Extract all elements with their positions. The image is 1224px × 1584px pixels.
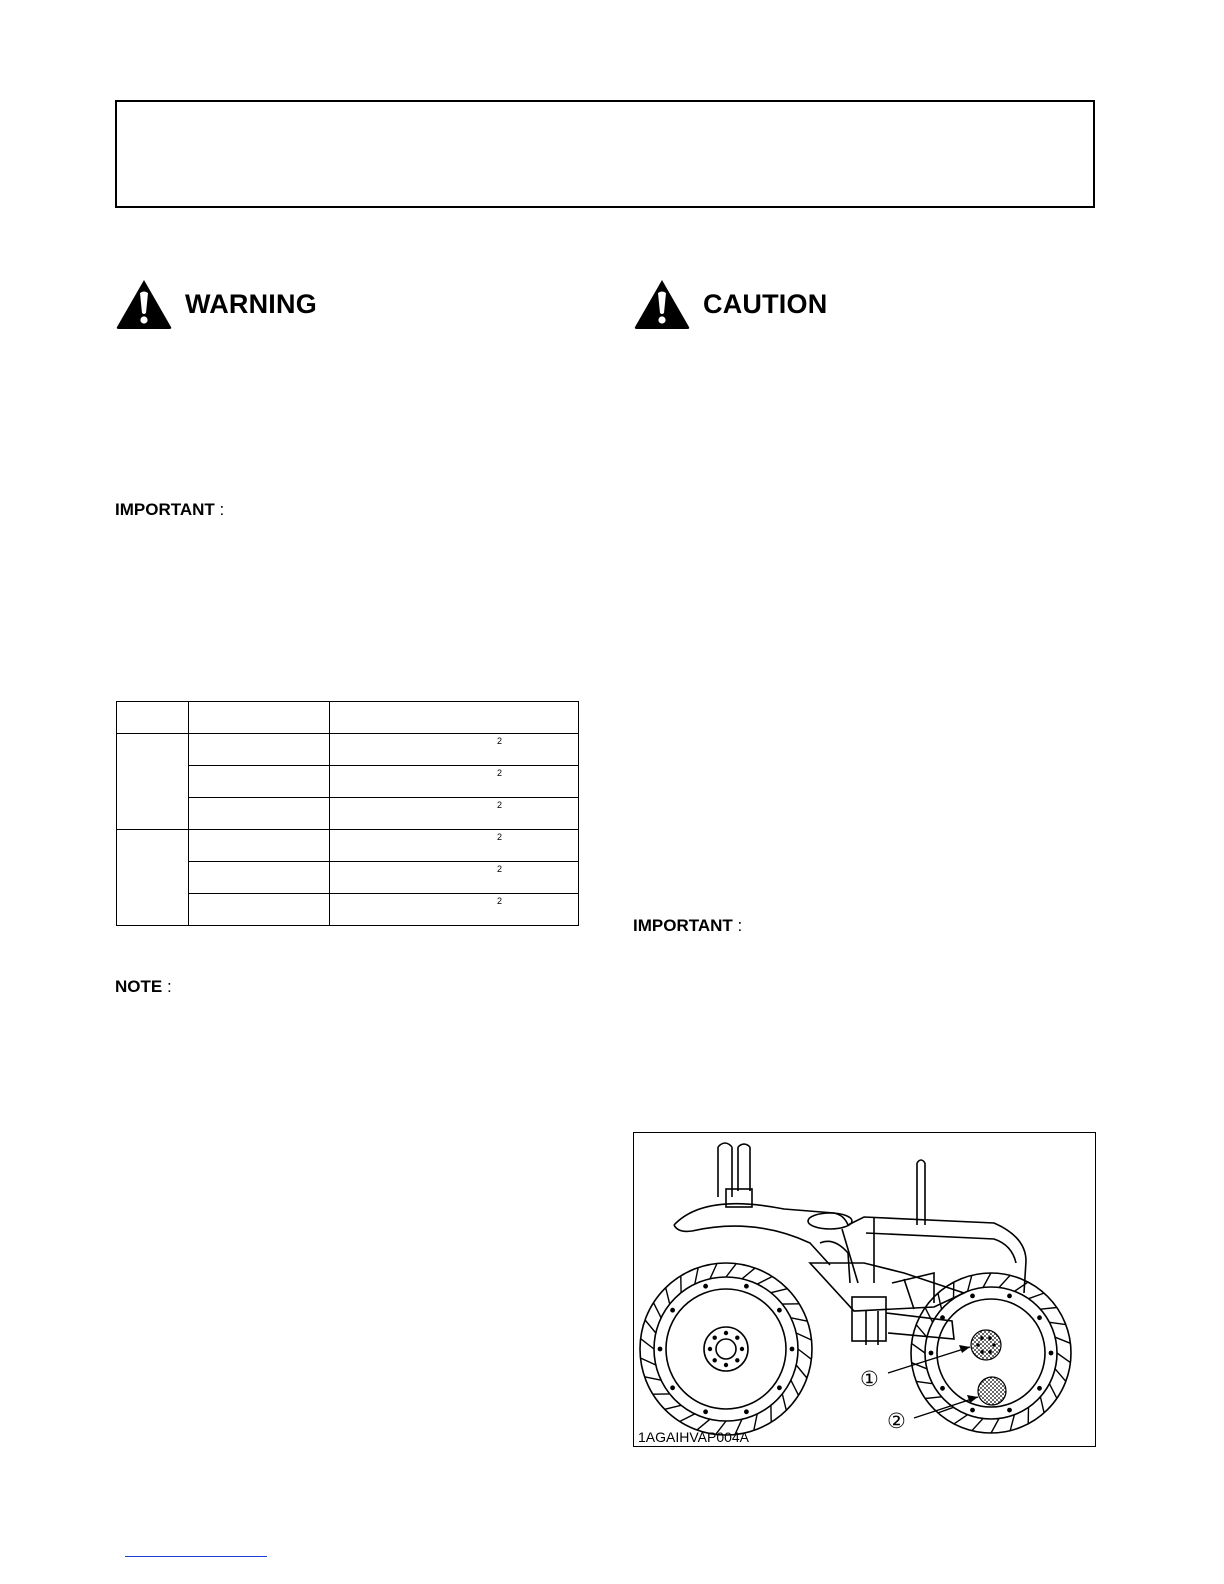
tread-lug	[726, 1264, 736, 1277]
hub-bolt	[1007, 1294, 1012, 1299]
warning-signal	[115, 274, 317, 334]
tread-lug	[972, 1419, 983, 1431]
tread-lug	[1040, 1397, 1044, 1413]
table-cell	[189, 894, 330, 926]
tread-lug	[782, 1394, 786, 1410]
table-cell	[189, 798, 330, 830]
tread-lug	[666, 1288, 670, 1304]
caution-signal	[633, 274, 827, 334]
tread-lug	[796, 1333, 811, 1340]
superscript: 2	[497, 768, 503, 778]
tread-lug	[645, 1320, 656, 1333]
superscript: 2	[497, 832, 503, 842]
superscript: 2	[497, 864, 503, 874]
tread-lug	[1010, 1415, 1014, 1431]
tread-lug	[757, 1277, 772, 1285]
tread-lug	[916, 1381, 932, 1383]
hub-bolt	[1049, 1351, 1054, 1356]
table-cell	[330, 894, 579, 926]
tread-lug	[665, 1405, 681, 1409]
tread-lug	[796, 1365, 807, 1378]
hub-bolt	[777, 1385, 782, 1390]
tread-lug	[991, 1419, 999, 1434]
tread-lug	[1049, 1322, 1065, 1324]
tread-lug	[968, 1275, 972, 1291]
hub-bolt	[713, 1336, 717, 1340]
tread-lug	[680, 1414, 695, 1422]
callout-1: ①	[860, 1368, 879, 1391]
hub-bolt	[940, 1315, 945, 1320]
tread-lug	[754, 1414, 757, 1431]
tread-lug	[1014, 1282, 1028, 1291]
table-row	[117, 734, 579, 766]
tread-lug	[1040, 1308, 1056, 1310]
tread-lug	[925, 1308, 933, 1323]
hub-bolt	[724, 1363, 728, 1367]
tread-lug	[645, 1377, 662, 1380]
table-cell	[330, 734, 579, 766]
table-group-cell	[117, 734, 189, 830]
hub-bolt	[777, 1308, 782, 1313]
tread-lug	[641, 1339, 654, 1349]
hub-bolt	[980, 1350, 984, 1354]
hub-bolt	[658, 1347, 663, 1352]
table-cell	[330, 702, 579, 734]
tread-lug	[1049, 1384, 1057, 1399]
tread-lug	[710, 1264, 717, 1279]
important-left-label: IMPORTANT	[115, 500, 215, 519]
callout-area-2	[978, 1377, 1006, 1405]
warning-triangle-icon	[115, 278, 173, 330]
hub-bolt	[1037, 1386, 1042, 1391]
table-cell	[189, 734, 330, 766]
warning-label: WARNING	[185, 288, 317, 319]
hub-bolt	[970, 1408, 975, 1413]
hub-bolt	[670, 1308, 675, 1313]
hub-bolt	[988, 1350, 992, 1354]
table-cell	[189, 766, 330, 798]
table-header-row	[117, 702, 579, 734]
table-row	[117, 830, 579, 862]
hub-bolt	[929, 1351, 934, 1356]
tractor-figure	[633, 1132, 1096, 1447]
footer-link-underline[interactable]	[125, 1556, 267, 1557]
tread-lug	[925, 1397, 941, 1399]
hub-bolt	[744, 1284, 749, 1289]
hub-bolt	[703, 1409, 708, 1414]
tread-lug	[791, 1318, 808, 1321]
hub-bolt	[1037, 1315, 1042, 1320]
hub-bolt	[744, 1409, 749, 1414]
important-right-label: IMPORTANT	[633, 916, 733, 935]
rear-hub-bolts	[658, 1284, 795, 1414]
header-box	[115, 100, 1095, 208]
tread-lug	[1055, 1369, 1066, 1382]
important-right-colon: :	[737, 916, 743, 935]
warning-triangle-icon	[633, 278, 691, 330]
table-cell	[330, 798, 579, 830]
caution-label: CAUTION	[703, 288, 828, 319]
tread-lug	[1029, 1293, 1045, 1299]
hub-bolt	[735, 1358, 739, 1362]
hub-bolt	[790, 1347, 795, 1352]
tread-lug	[954, 1415, 968, 1424]
note-colon: :	[166, 977, 172, 996]
tread-lug	[983, 1273, 991, 1288]
tread-lug	[742, 1268, 755, 1279]
hub-bolt	[670, 1385, 675, 1390]
hub-bolt	[940, 1386, 945, 1391]
table-cell	[330, 862, 579, 894]
tread-lug	[771, 1289, 787, 1293]
table-cell	[117, 702, 189, 734]
superscript: 2	[497, 736, 503, 746]
table-group-cell	[117, 830, 189, 926]
tread-lug	[912, 1343, 925, 1353]
callout-2: ②	[887, 1410, 906, 1433]
figure-code: 1AGAIHVAP004A	[638, 1429, 750, 1445]
table-cell	[189, 830, 330, 862]
note-heading	[115, 977, 172, 997]
hub-bolt	[988, 1336, 992, 1340]
callout-area-1	[971, 1330, 1001, 1360]
tread-lug	[654, 1303, 662, 1318]
hub-bolt	[1007, 1408, 1012, 1413]
important-left-heading	[115, 500, 224, 520]
table-cell	[189, 862, 330, 894]
hub-bolt	[740, 1347, 744, 1351]
tractor-illustration	[634, 1133, 1096, 1447]
hub-bolt	[708, 1347, 712, 1351]
tread-lug	[999, 1275, 1010, 1287]
important-right-heading	[633, 916, 742, 936]
superscript: 2	[497, 800, 503, 810]
hub-bolt	[735, 1336, 739, 1340]
important-left-colon: :	[219, 500, 225, 519]
tread-lug	[1057, 1353, 1070, 1363]
hub-bolt	[703, 1284, 708, 1289]
hub-bolt	[992, 1343, 996, 1347]
table-cell	[189, 702, 330, 734]
note-label: NOTE	[115, 977, 163, 996]
hub-bolt	[970, 1294, 975, 1299]
hub-bolt	[976, 1343, 980, 1347]
hub-bolt	[980, 1336, 984, 1340]
spec-table	[116, 701, 579, 926]
hub-bolt	[713, 1358, 717, 1362]
tread-lug	[1055, 1337, 1070, 1343]
table-cell	[330, 766, 579, 798]
table-cell	[330, 830, 579, 862]
superscript: 2	[497, 896, 503, 906]
hub-bolt	[724, 1331, 728, 1335]
tread-lug	[641, 1358, 656, 1365]
tread-lug	[798, 1349, 811, 1359]
tread-lug	[695, 1268, 698, 1285]
tread-lug	[938, 1293, 942, 1309]
tread-lug	[791, 1380, 799, 1395]
